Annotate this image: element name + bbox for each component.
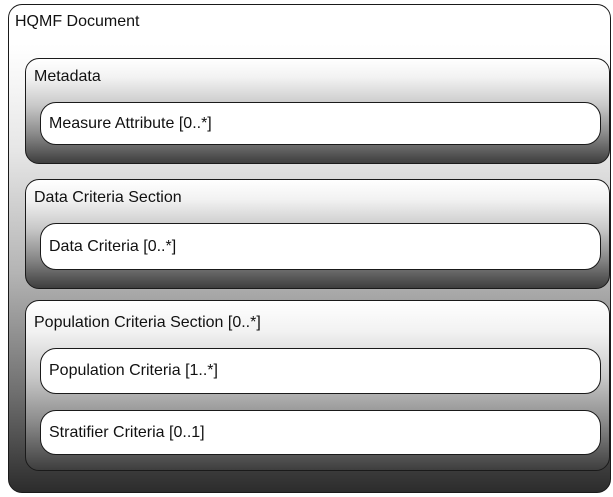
metadata-section [25, 58, 610, 164]
population-criteria-section [25, 300, 610, 471]
data-criteria-section [25, 179, 610, 289]
data-criteria-section-title: Data Criteria Section [34, 189, 182, 206]
data-criteria-item: Data Criteria [0..*] [40, 223, 601, 270]
metadata-section-title: Metadata [34, 68, 101, 85]
hqmf-document-box [8, 4, 611, 493]
population-criteria-section-title: Population Criteria Section [0..*] [34, 314, 261, 331]
population-criteria-item: Population Criteria [1..*] [40, 348, 601, 394]
measure-attribute-item: Measure Attribute [0..*] [40, 102, 601, 145]
hqmf-document-title: HQMF Document [15, 13, 140, 30]
stratifier-criteria-item: Stratifier Criteria [0..1] [40, 410, 601, 455]
